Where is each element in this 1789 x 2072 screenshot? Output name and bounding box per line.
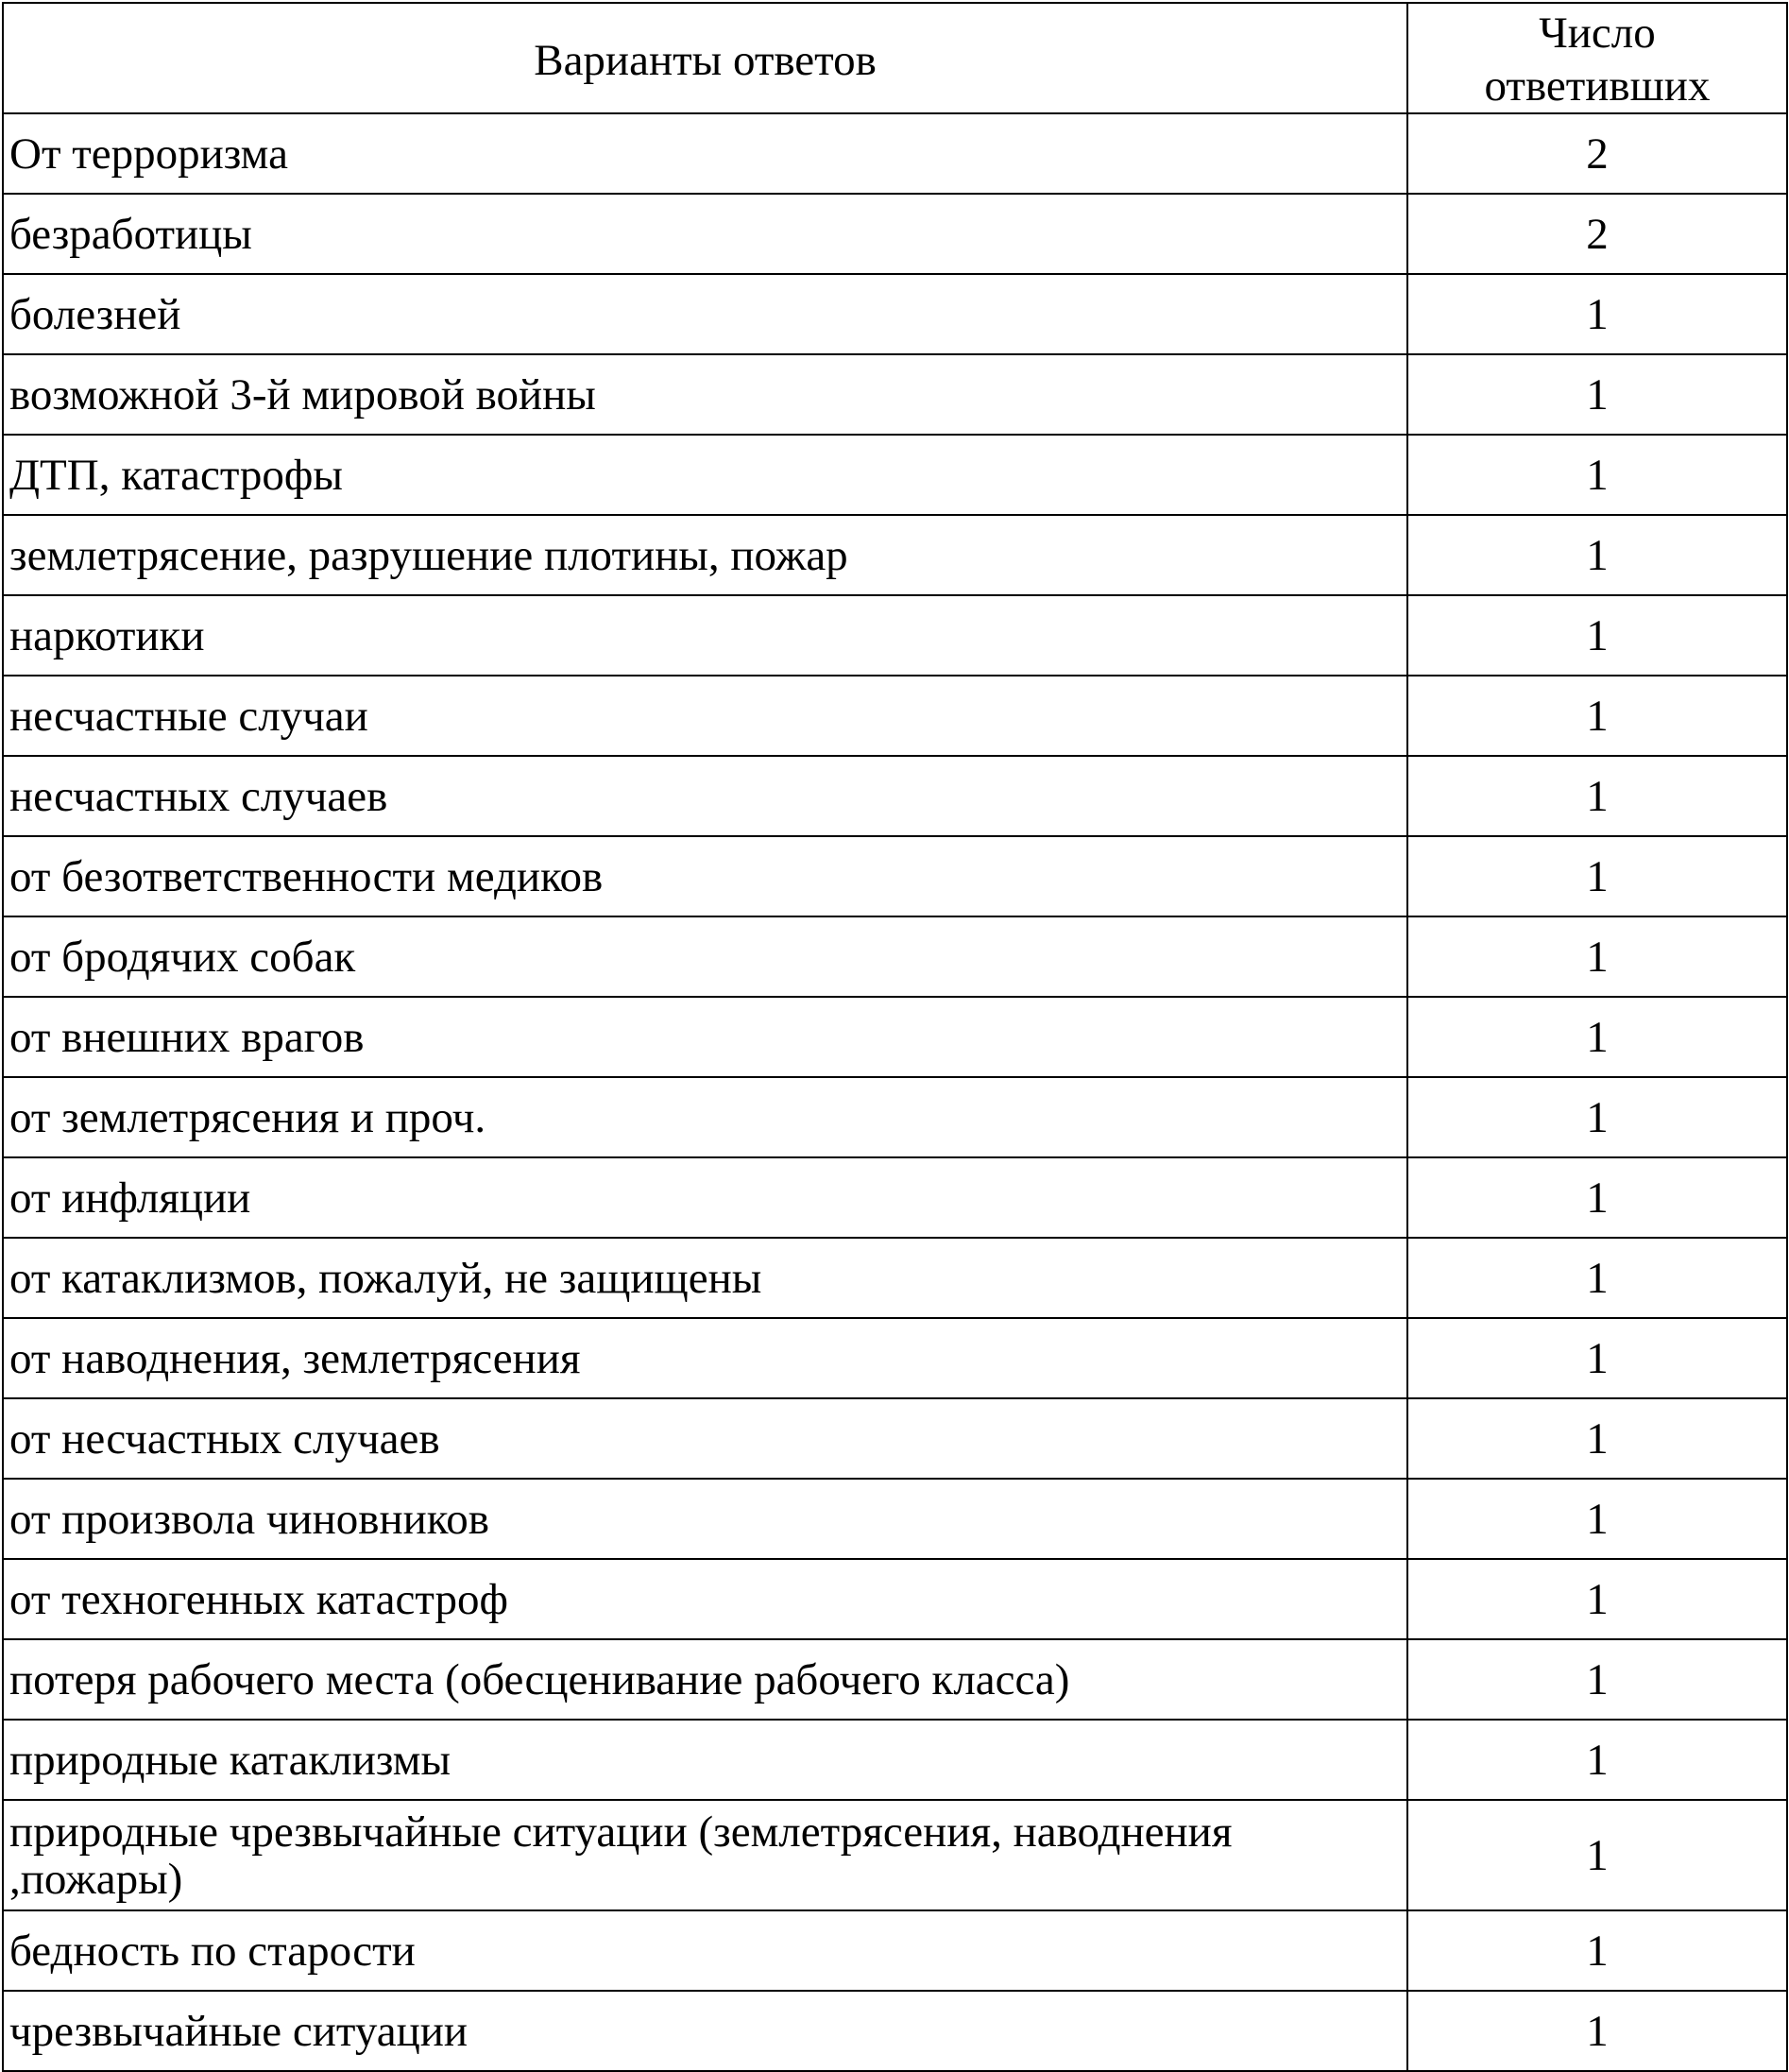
count-cell: 1	[1407, 1559, 1787, 1639]
answer-cell-line2: ,пожары)	[9, 1854, 183, 1904]
answer-cell: безработицы	[3, 194, 1407, 274]
answer-cell	[3, 1800, 1407, 1910]
count-column-header	[1407, 3, 1787, 113]
answer-cell: от землетрясения и проч.	[3, 1077, 1407, 1157]
answer-cell: болезней	[3, 274, 1407, 354]
answer-cell: от бродячих собак	[3, 916, 1407, 997]
table-row	[3, 756, 1787, 836]
table-row	[3, 1639, 1787, 1720]
answer-cell: землетрясение, разрушение плотины, пожар	[3, 515, 1407, 595]
count-cell: 1	[1407, 676, 1787, 756]
answer-cell: от катаклизмов, пожалуй, не защищены	[3, 1238, 1407, 1318]
table-row	[3, 1559, 1787, 1639]
table-row	[3, 1077, 1787, 1157]
answer-cell: от безответственности медиков	[3, 836, 1407, 916]
answer-cell: чрезвычайные ситуации	[3, 1991, 1407, 2071]
table-row	[3, 274, 1787, 354]
count-cell: 1	[1407, 756, 1787, 836]
answer-cell: несчастных случаев	[3, 756, 1407, 836]
answer-cell: От терроризма	[3, 113, 1407, 194]
answer-cell: несчастные случаи	[3, 676, 1407, 756]
answer-cell: наркотики	[3, 595, 1407, 676]
table-row	[3, 1398, 1787, 1479]
answer-cell: природные катаклизмы	[3, 1720, 1407, 1800]
answer-cell: от несчастных случаев	[3, 1398, 1407, 1479]
count-cell: 1	[1407, 1800, 1787, 1910]
table-row	[3, 435, 1787, 515]
count-cell: 1	[1407, 1639, 1787, 1720]
count-cell: 1	[1407, 1398, 1787, 1479]
count-cell: 1	[1407, 916, 1787, 997]
answer-cell: бедность по старости	[3, 1910, 1407, 1991]
count-cell: 1	[1407, 1991, 1787, 2071]
table-row	[3, 1479, 1787, 1559]
count-column-header-line2: ответивших	[1484, 60, 1711, 111]
count-cell: 1	[1407, 1720, 1787, 1800]
table-row	[3, 515, 1787, 595]
answer-column-header: Варианты ответов	[3, 3, 1407, 113]
table-row	[3, 595, 1787, 676]
count-cell: 1	[1407, 1157, 1787, 1238]
table-body	[3, 113, 1787, 2071]
table-row	[3, 113, 1787, 194]
count-cell: 1	[1407, 435, 1787, 515]
count-cell: 1	[1407, 1238, 1787, 1318]
count-cell: 1	[1407, 1479, 1787, 1559]
table-row	[3, 1318, 1787, 1398]
count-cell: 2	[1407, 194, 1787, 274]
answer-cell: потеря рабочего места (обесценивание рабочего класса)	[3, 1639, 1407, 1720]
answer-cell: от техногенных катастроф	[3, 1559, 1407, 1639]
table-row	[3, 1800, 1787, 1910]
count-column-header-line1: Число	[1539, 8, 1656, 58]
count-cell: 1	[1407, 354, 1787, 435]
count-cell: 1	[1407, 1077, 1787, 1157]
table-row	[3, 1910, 1787, 1991]
count-cell: 1	[1407, 274, 1787, 354]
table-row	[3, 1238, 1787, 1318]
table-row	[3, 1157, 1787, 1238]
answer-cell: возможной 3-й мировой войны	[3, 354, 1407, 435]
answer-cell: от наводнения, землетрясения	[3, 1318, 1407, 1398]
answer-cell: от внешних врагов	[3, 997, 1407, 1077]
count-cell: 2	[1407, 113, 1787, 194]
header-row	[3, 3, 1787, 113]
table-row	[3, 997, 1787, 1077]
table-row	[3, 1720, 1787, 1800]
table-row	[3, 354, 1787, 435]
count-cell: 1	[1407, 1318, 1787, 1398]
table-row	[3, 194, 1787, 274]
count-cell: 1	[1407, 997, 1787, 1077]
table-row	[3, 676, 1787, 756]
answer-cell-line1: природные чрезвычайные ситуации (землетрясения, наводнения	[9, 1807, 1233, 1857]
count-cell: 1	[1407, 836, 1787, 916]
count-cell: 1	[1407, 1910, 1787, 1991]
answer-cell: от произвола чиновников	[3, 1479, 1407, 1559]
table-row	[3, 916, 1787, 997]
count-cell: 1	[1407, 515, 1787, 595]
table-row	[3, 836, 1787, 916]
answer-cell: от инфляции	[3, 1157, 1407, 1238]
table-row	[3, 1991, 1787, 2071]
count-cell: 1	[1407, 595, 1787, 676]
table-header	[3, 3, 1787, 113]
answer-cell: ДТП, катастрофы	[3, 435, 1407, 515]
survey-results-table	[2, 2, 1788, 2072]
